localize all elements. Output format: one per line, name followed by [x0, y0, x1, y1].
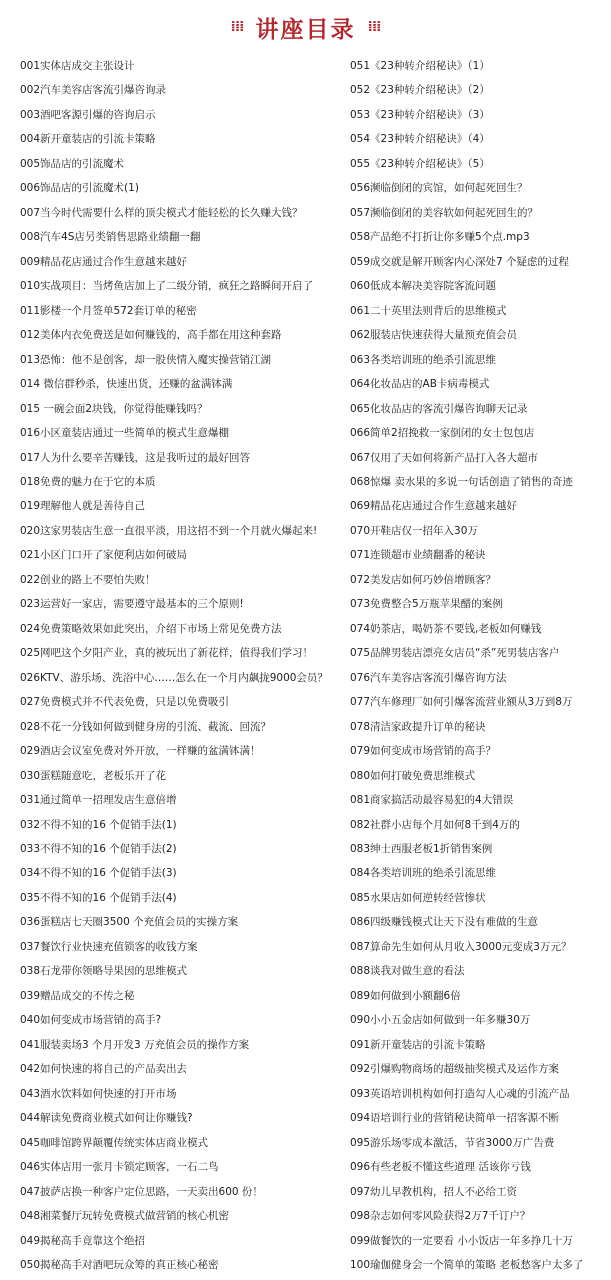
catalog-item: 009精品花店通过合作生意越来越好 [20, 255, 188, 268]
catalog-item: 068惊爆 卖水果的多说一句话创造了销售的奇迹 [350, 475, 573, 488]
catalog-item: 099做餐饮的一定要看 小小饭店一年多挣几十万 [350, 1234, 573, 1247]
catalog-item: 007当今时代需要什么样的顶尖模式才能轻松的长久赚大钱？ [20, 206, 303, 219]
catalog-item: 030蛋糕随意吃，老板乐开了花 [20, 769, 167, 782]
catalog-item: 071连锁超市业绩翻番的秘诀 [350, 549, 486, 562]
catalog-item: 010实战项目：当烤鱼店加上了二级分销，疯狂之路瞬间开启了 [20, 280, 314, 293]
catalog-item: 031通过简单一招理发店生意倍增 [20, 794, 177, 807]
catalog-item: 041服装卖场3 个月开发3 万充值会员的操作方案 [20, 1038, 250, 1051]
catalog-item: 081商家搞活动最容易犯的4大错误 [350, 794, 514, 807]
page-title: 讲座目录 [255, 16, 356, 43]
catalog-item: 038石龙带你领略导果因的思维模式 [20, 965, 188, 978]
catalog-item: 005饰品店的引流魔术 [20, 157, 125, 170]
catalog-item: 088谈我对做生意的看法 [350, 965, 465, 978]
catalog-item: 091新开童装店的引流卡策略 [350, 1038, 486, 1051]
catalog-item: 061二十英里法则背后的思维模式 [350, 304, 507, 317]
catalog-item: 045咖啡馆跨界颠覆传统实体店商业模式 [20, 1136, 209, 1149]
catalog-item: 078清洁家政提升订单的秘诀 [350, 720, 486, 733]
catalog-item: 006饰品店的引流魔术(1) [20, 182, 139, 195]
catalog-item: 083绅士西服老板1折销售案例 [350, 843, 493, 855]
catalog-item: 092引爆购物商场的超级抽奖模式及运作方案 [350, 1063, 560, 1076]
catalog-item: 021小区门口开了家便利店如何破局 [20, 549, 188, 562]
catalog-item: 090小小五金店如何做到一年多赚30万 [350, 1014, 531, 1027]
catalog-item: 003酒吧客源引爆的咨询启示 [20, 108, 156, 121]
catalog-item: 073免费整合5万瓶苹果醋的案例 [350, 598, 503, 611]
catalog-item: 075品牌男装店漂亮女店员“杀”死男装店客户 [350, 647, 560, 660]
catalog-item: 023运营好一家店，需要遵守最基本的三个原则! [20, 598, 244, 611]
catalog-item: 050揭秘高手对酒吧玩众筹的真正核心秘密 [20, 1258, 219, 1271]
catalog-item: 062服装店快速获得大量预充值会员 [350, 329, 518, 342]
catalog-item: 058产品绝不打折让你多赚5个点.mp3 [350, 231, 530, 244]
catalog-item: 022创业的路上不要怕失败！ [20, 573, 156, 586]
catalog-item: 064化妆品店的AB卡病毒模式 [350, 378, 490, 391]
page-header [0, 0, 611, 54]
catalog-item: 026KTV、游乐场、洗浴中心……怎么在一个月内飙拢9000会员？ [20, 671, 328, 684]
catalog-item: 049揭秘高手竟靠这个绝招 [20, 1234, 146, 1247]
catalog-item: 070开鞋店仅一招年入30万 [350, 524, 478, 537]
catalog-item: 084各类培训班的绝杀引流思维 [350, 867, 497, 880]
catalog-item: 024免费策略效果如此突出，介绍下市场上常见免费方法 [20, 622, 282, 635]
catalog-item: 048湘菜餐厅玩转免费模式做营销的核心机密 [20, 1210, 230, 1223]
catalog-item: 044解读免费商业模式如何让你赚钱? [20, 1112, 193, 1125]
catalog-item: 076汽车美容店客流引爆咨询方法 [350, 671, 507, 684]
catalog-item: 085水果店如何逆转经营惨状 [350, 891, 486, 904]
ornament-right-icon: ⁞⁞⁞ [367, 19, 381, 35]
catalog-item: 012美体内衣免费送是如何赚钱的，高手都在用这种套路 [20, 329, 282, 342]
catalog-item: 025网吧这个夕阳产业，真的被玩出了新花样，值得我们学习！ [20, 647, 314, 660]
catalog-item: 047披萨店换一种客户定位思路，一天卖出600 份！ [20, 1185, 263, 1198]
catalog-item: 056濒临倒闭的宾馆，如何起死回生？ [350, 182, 528, 195]
catalog-item: 066简单2招挽救一家倒闭的女士包包店 [350, 427, 535, 440]
catalog-item: 002汽车美容店客流引爆咨询录 [20, 84, 167, 97]
catalog-item: 060低成本解决美容院客流问题 [350, 280, 497, 293]
catalog-item: 011影楼一个月签单572套订单的秘密 [20, 304, 197, 317]
catalog-item: 096有些老板不懂这些道理 活该你亏钱 [350, 1161, 531, 1174]
catalog-item: 017人为什么要辛苦赚钱，这是我听过的最好回答 [20, 451, 251, 464]
catalog-item: 001实体店成交主张设计 [20, 60, 135, 72]
catalog-item: 014 微信群秒杀，快速出货，还赚的盆满钵满 [20, 378, 233, 391]
catalog-item: 095游乐场零成本激活，节省3000万广告费 [350, 1136, 555, 1149]
catalog-item: 039赠品成交的不传之秘 [20, 989, 135, 1002]
catalog-item: 043酒水饮料如何快速的打开市场 [20, 1087, 177, 1100]
catalog-item: 072美发店如何巧妙倍增顾客？ [350, 573, 497, 586]
ornament-left-icon: ⁞⁞⁞ [230, 19, 244, 35]
catalog-item: 046实体店用一张月卡锁定顾客，一石二鸟 [20, 1161, 219, 1174]
catalog-item: 057濒临倒闭的美容软如何起死回生的？ [350, 206, 539, 219]
catalog-item: 055《23种转介绍秘诀》（5） [350, 157, 490, 170]
catalog-column-right [350, 54, 611, 1277]
catalog-item: 082社群小店每个月如何8千到4万的 [350, 818, 520, 831]
catalog-item: 037餐饮行业快速充值锁客的收钱方案 [20, 940, 198, 953]
catalog-column-left [20, 54, 350, 1277]
catalog-item: 018免费的魅力在于它的本质 [20, 475, 156, 488]
catalog-item: 065化妆品店的客流引爆咨询聊天记录 [350, 402, 528, 415]
catalog-item: 053《23种转介绍秘诀》（3） [350, 108, 490, 121]
catalog-item: 097幼儿早教机构，招人不必给工资 [350, 1185, 518, 1198]
catalog-item: 028不花一分钱如何做到健身房的引流、截流、回流？ [20, 720, 272, 733]
catalog-item: 016小区童装店通过一些简单的模式生意爆棚 [20, 427, 230, 440]
catalog-item: 008汽车4S店另类销售思路业绩翻一翻 [20, 231, 201, 244]
lecture-catalog [0, 54, 611, 1277]
catalog-item: 004新开童装店的引流卡策略 [20, 133, 156, 146]
catalog-item: 059成交就是解开顾客内心深处7 个疑虑的过程 [350, 255, 570, 268]
catalog-item: 067仅用了天如何将新产品打入各大超市 [350, 451, 539, 464]
catalog-item: 019理解他人就是善待自己 [20, 500, 146, 513]
catalog-item: 077汽车修理厂如何引爆客流营业额从3万到8万 [350, 696, 573, 709]
catalog-item: 063各类培训班的绝杀引流思维 [350, 353, 497, 366]
catalog-item: 100瑜伽健身会一个简单的策略 老板愁客户太多了 [350, 1258, 584, 1271]
catalog-item: 094语培训行业的营销秘诀简单一招客源不断 [350, 1112, 560, 1125]
catalog-item: 020这家男装店生意一直很平淡，用这招不到一个月就火爆起来! [20, 524, 318, 537]
catalog-item: 089如何做到小额翻6倍 [350, 989, 461, 1002]
catalog-item: 035不得不知的16 个促销手法(4) [20, 891, 177, 904]
catalog-item: 052《23种转介绍秘诀》（2） [350, 84, 490, 97]
catalog-item: 080如何打破免费思维模式 [350, 769, 476, 782]
catalog-item: 042如何快速的将自己的产品卖出去 [20, 1063, 188, 1076]
catalog-item: 093英语培训机构如何打造勾人心魂的引流产品 [350, 1087, 570, 1100]
catalog-item: 079如何变成市场营销的高手？ [350, 745, 497, 758]
catalog-item: 015 一碗会面2块钱，你觉得能赚钱吗？ [20, 402, 208, 415]
catalog-item: 074奶茶店，喝奶茶不要钱,老板如何赚钱 [350, 622, 542, 635]
catalog-item: 040如何变成市场营销的高手? [20, 1014, 162, 1027]
catalog-item: 027免费模式并不代表免费，只是以免费吸引 [20, 696, 230, 709]
catalog-item: 033不得不知的16 个促销手法(2) [20, 843, 177, 855]
catalog-item: 054《23种转介绍秘诀》（4） [350, 133, 490, 146]
catalog-item: 087算命先生如何从月收入3000元变成3万元？ [350, 940, 572, 953]
catalog-item: 086四级赚钱模式让天下没有难做的生意 [350, 916, 539, 929]
catalog-item: 034不得不知的16 个促销手法(3) [20, 867, 177, 880]
catalog-item: 029酒店会议室免费对外开放，一样赚的盆满钵满！ [20, 745, 261, 758]
catalog-item: 032不得不知的16 个促销手法(1) [20, 818, 177, 831]
catalog-item: 098杂志如何零风险获得2万7千订户？ [350, 1210, 531, 1223]
catalog-item: 013恐怖：他不是创客，却一股侠情入魔实操营销江湖 [20, 353, 272, 366]
catalog-item: 069精品花店通过合作生意越来越好 [350, 500, 518, 513]
catalog-item: 036蛋糕店七天圈3500 个充值会员的实操方案 [20, 916, 239, 929]
catalog-item: 051《23种转介绍秘诀》（1） [350, 60, 490, 72]
